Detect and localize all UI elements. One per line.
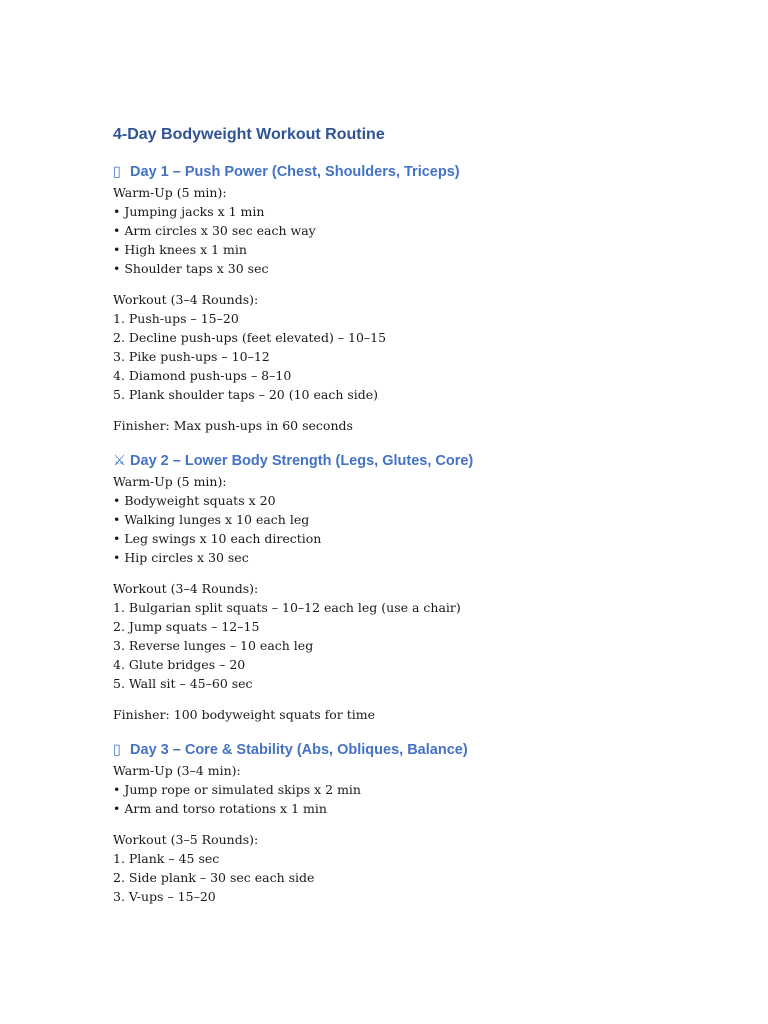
warmup-item: • Walking lunges x 10 each leg — [113, 512, 310, 527]
day-3-heading — [113, 739, 713, 761]
crossed-swords-icon: ⚔ — [113, 453, 126, 469]
workout-item: 3. Pike push-ups – 10–12 — [113, 349, 270, 364]
workout-item: 4. Glute bridges – 20 — [113, 657, 246, 672]
day-2-section — [113, 450, 713, 724]
finisher-text: Finisher: 100 bodyweight squats for time — [113, 707, 376, 722]
workout-item: 3. Reverse lunges – 10 each leg — [113, 638, 314, 653]
warmup-item: • Leg swings x 10 each direction — [113, 531, 322, 546]
box-glyph-icon: ▯ — [113, 164, 121, 180]
document-title: 4-Day Bodyweight Workout Routine — [113, 126, 385, 143]
workout-item: 2. Jump squats – 12–15 — [113, 619, 260, 634]
day-3-heading-text: Day 3 – Core & Stability (Abs, Obliques, Balance) — [130, 742, 468, 758]
day-2-heading-text: Day 2 – Lower Body Strength (Legs, Glutes, Core) — [130, 453, 474, 469]
workout-item: 1. Bulgarian split squats – 10–12 each leg (use a chair) — [113, 600, 461, 615]
workout-item: 5. Wall sit – 45–60 sec — [113, 676, 253, 691]
day-1-heading — [113, 161, 713, 183]
warmup-item: • Shoulder taps x 30 sec — [113, 261, 269, 276]
warmup-item: • Arm and torso rotations x 1 min — [113, 801, 327, 816]
warmup-label: Warm-Up (5 min): — [113, 185, 227, 200]
day-1-heading-text: Day 1 – Push Power (Chest, Shoulders, Triceps) — [130, 164, 460, 180]
workout-item: 5. Plank shoulder taps – 20 (10 each side) — [113, 387, 379, 402]
warmup-label: Warm-Up (3–4 min): — [113, 763, 241, 778]
workout-item: 4. Diamond push-ups – 8–10 — [113, 368, 292, 383]
warmup-label: Warm-Up (5 min): — [113, 474, 227, 489]
workout-label: Workout (3–4 Rounds): — [113, 292, 259, 307]
workout-label: Workout (3–4 Rounds): — [113, 581, 259, 596]
box-glyph-icon: ▯ — [113, 742, 121, 758]
warmup-item: • High knees x 1 min — [113, 242, 247, 257]
finisher-text: Finisher: Max push-ups in 60 seconds — [113, 418, 353, 433]
workout-item: 3. V-ups – 15–20 — [113, 889, 216, 904]
workout-item: 1. Plank – 45 sec — [113, 851, 220, 866]
workout-item: 2. Decline push-ups (feet elevated) – 10–15 — [113, 330, 387, 345]
day-3-section — [113, 739, 713, 906]
warmup-item: • Jumping jacks x 1 min — [113, 204, 265, 219]
day-1-section — [113, 161, 713, 435]
workout-item: 2. Side plank – 30 sec each side — [113, 870, 315, 885]
document-page — [113, 124, 713, 906]
day-2-heading — [113, 450, 713, 472]
warmup-item: • Hip circles x 30 sec — [113, 550, 249, 565]
warmup-item: • Bodyweight squats x 20 — [113, 493, 276, 508]
workout-label: Workout (3–5 Rounds): — [113, 832, 259, 847]
workout-item: 1. Push-ups – 15–20 — [113, 311, 239, 326]
warmup-item: • Jump rope or simulated skips x 2 min — [113, 782, 361, 797]
warmup-item: • Arm circles x 30 sec each way — [113, 223, 316, 238]
